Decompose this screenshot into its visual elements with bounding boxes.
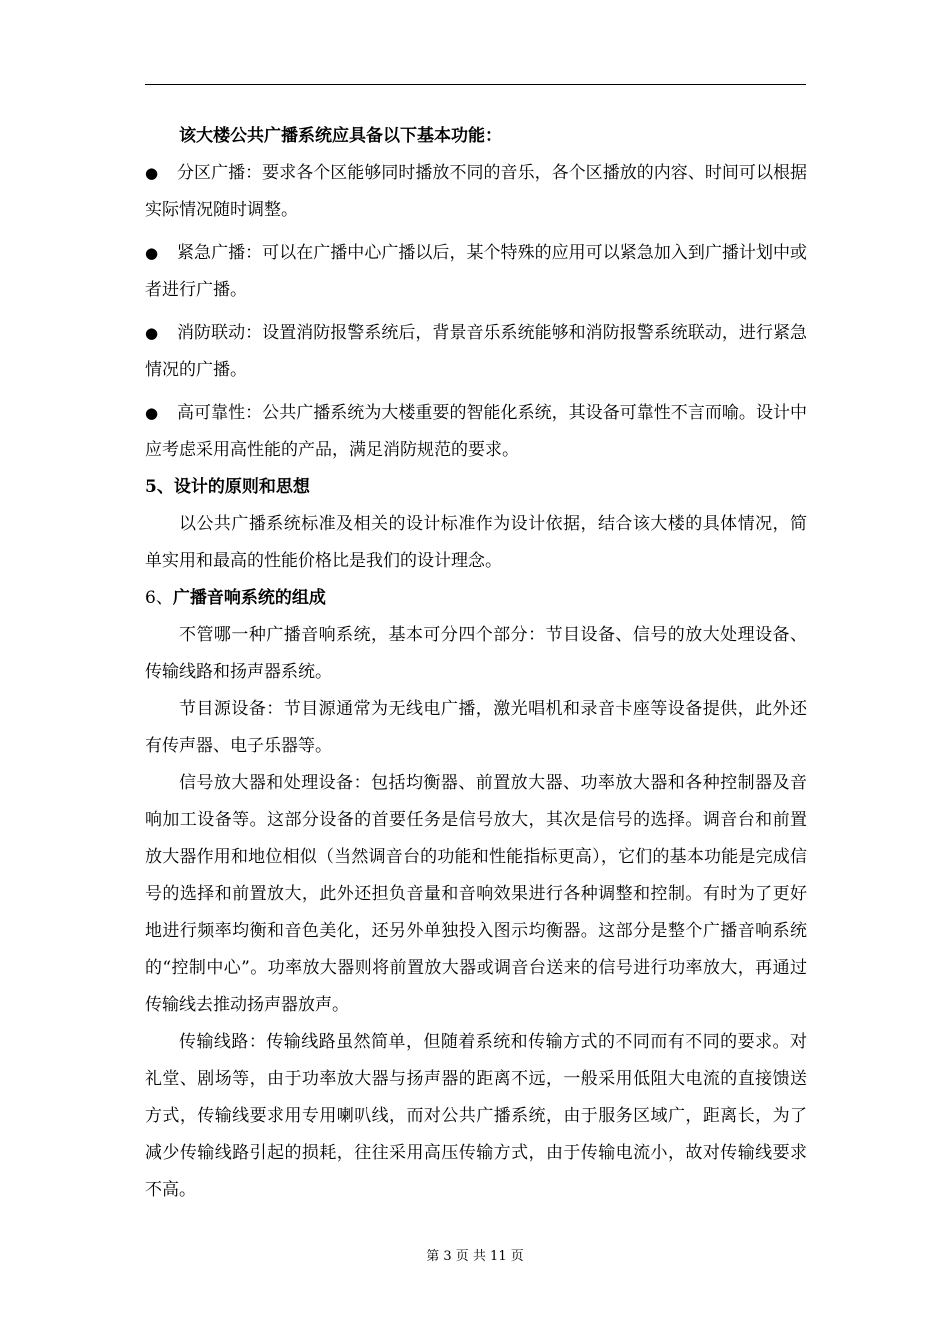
bullet-text: 分区广播：要求各个区能够同时播放不同的音乐，各个区播放的内容、时间可以根据实际情况随时调整。 [145, 163, 807, 220]
bullet-text: 紧急广播：可以在广播中心广播以后，某个特殊的应用可以紧急加入到广播计划中或者进行广播。 [145, 243, 807, 300]
page-number: 第 3 页 共 11 页 [426, 1249, 524, 1264]
bullet-item [145, 395, 807, 469]
section-6-paragraph: 节目源设备：节目源通常为无线电广播，激光唱机和录音卡座等设备提供，此外还有传声器、电子乐器等。 [145, 699, 807, 756]
section-number: 6、 [145, 588, 173, 608]
section-6-paragraph: 不管哪一种广播音响系统，基本可分四个部分：节目设备、信号的放大处理设备、传输线路和扬声器系统。 [145, 625, 807, 682]
document-body [145, 118, 807, 1209]
bullet-item [145, 315, 807, 389]
section-title: 设计的原则和思想 [173, 477, 310, 497]
bullet-icon: ● [145, 324, 159, 342]
bullet-item [145, 155, 807, 229]
bullet-list [145, 155, 807, 469]
intro-heading: 该大楼公共广播系统应具备以下基本功能： [179, 126, 502, 146]
section-6-paragraph: 传输线路：传输线路虽然简单，但随着系统和传输方式的不同而有不同的要求。对礼堂、剧场等，由于功率放大器与扬声器的距离不远，一般采用低阻大电流的直接馈送方式，传输线要求用专用喇叭线，而对公共广播系统，由于服务区域广，距离长，为了减少传输线路引起的损耗，往往采用高压传输方式，由于传输电流小，故对传输线要求不高。 [145, 1032, 807, 1200]
section-number: 5、 [145, 477, 174, 497]
section-6-heading [145, 580, 807, 617]
section-5-paragraph: 以公共广播系统标准及相关的设计标准作为设计依据，结合该大楼的具体情况，简单实用和最高的性能价格比是我们的设计理念。 [145, 514, 807, 571]
bullet-icon: ● [145, 404, 159, 422]
bullet-icon: ● [145, 164, 159, 182]
section-5-heading [145, 469, 807, 506]
page-footer [0, 1249, 950, 1265]
bullet-icon: ● [145, 244, 159, 262]
bullet-item [145, 235, 807, 309]
section-title: 广播音响系统的组成 [172, 588, 326, 608]
bullet-text: 消防联动：设置消防报警系统后，背景音乐系统能够和消防报警系统联动，进行紧急情况的广播。 [145, 323, 807, 380]
header-rule [145, 84, 806, 85]
section-6-paragraph: 信号放大器和处理设备：包括均衡器、前置放大器、功率放大器和各种控制器及音响加工设备等。这部分设备的首要任务是信号放大，其次是信号的选择。调音台和前置放大器作用和地位相似（当然调音台的功能和性能指标更高），它们的基本功能是完成信号的选择和前置放大，此外还担负音量和音响效果进行各种调整和控制。有时为了更好地进行频率均衡和音色美化，还另外单独投入图示均衡器。这部分是整个广播音响系统的“控制中心”。功率放大器则将前置放大器或调音台送来的信号进行功率放大，再通过传输线去推动扬声器放声。 [145, 773, 807, 1015]
bullet-text: 高可靠性：公共广播系统为大楼重要的智能化系统，其设备可靠性不言而喻。设计中应考虑采用高性能的产品，满足消防规范的要求。 [145, 403, 807, 460]
